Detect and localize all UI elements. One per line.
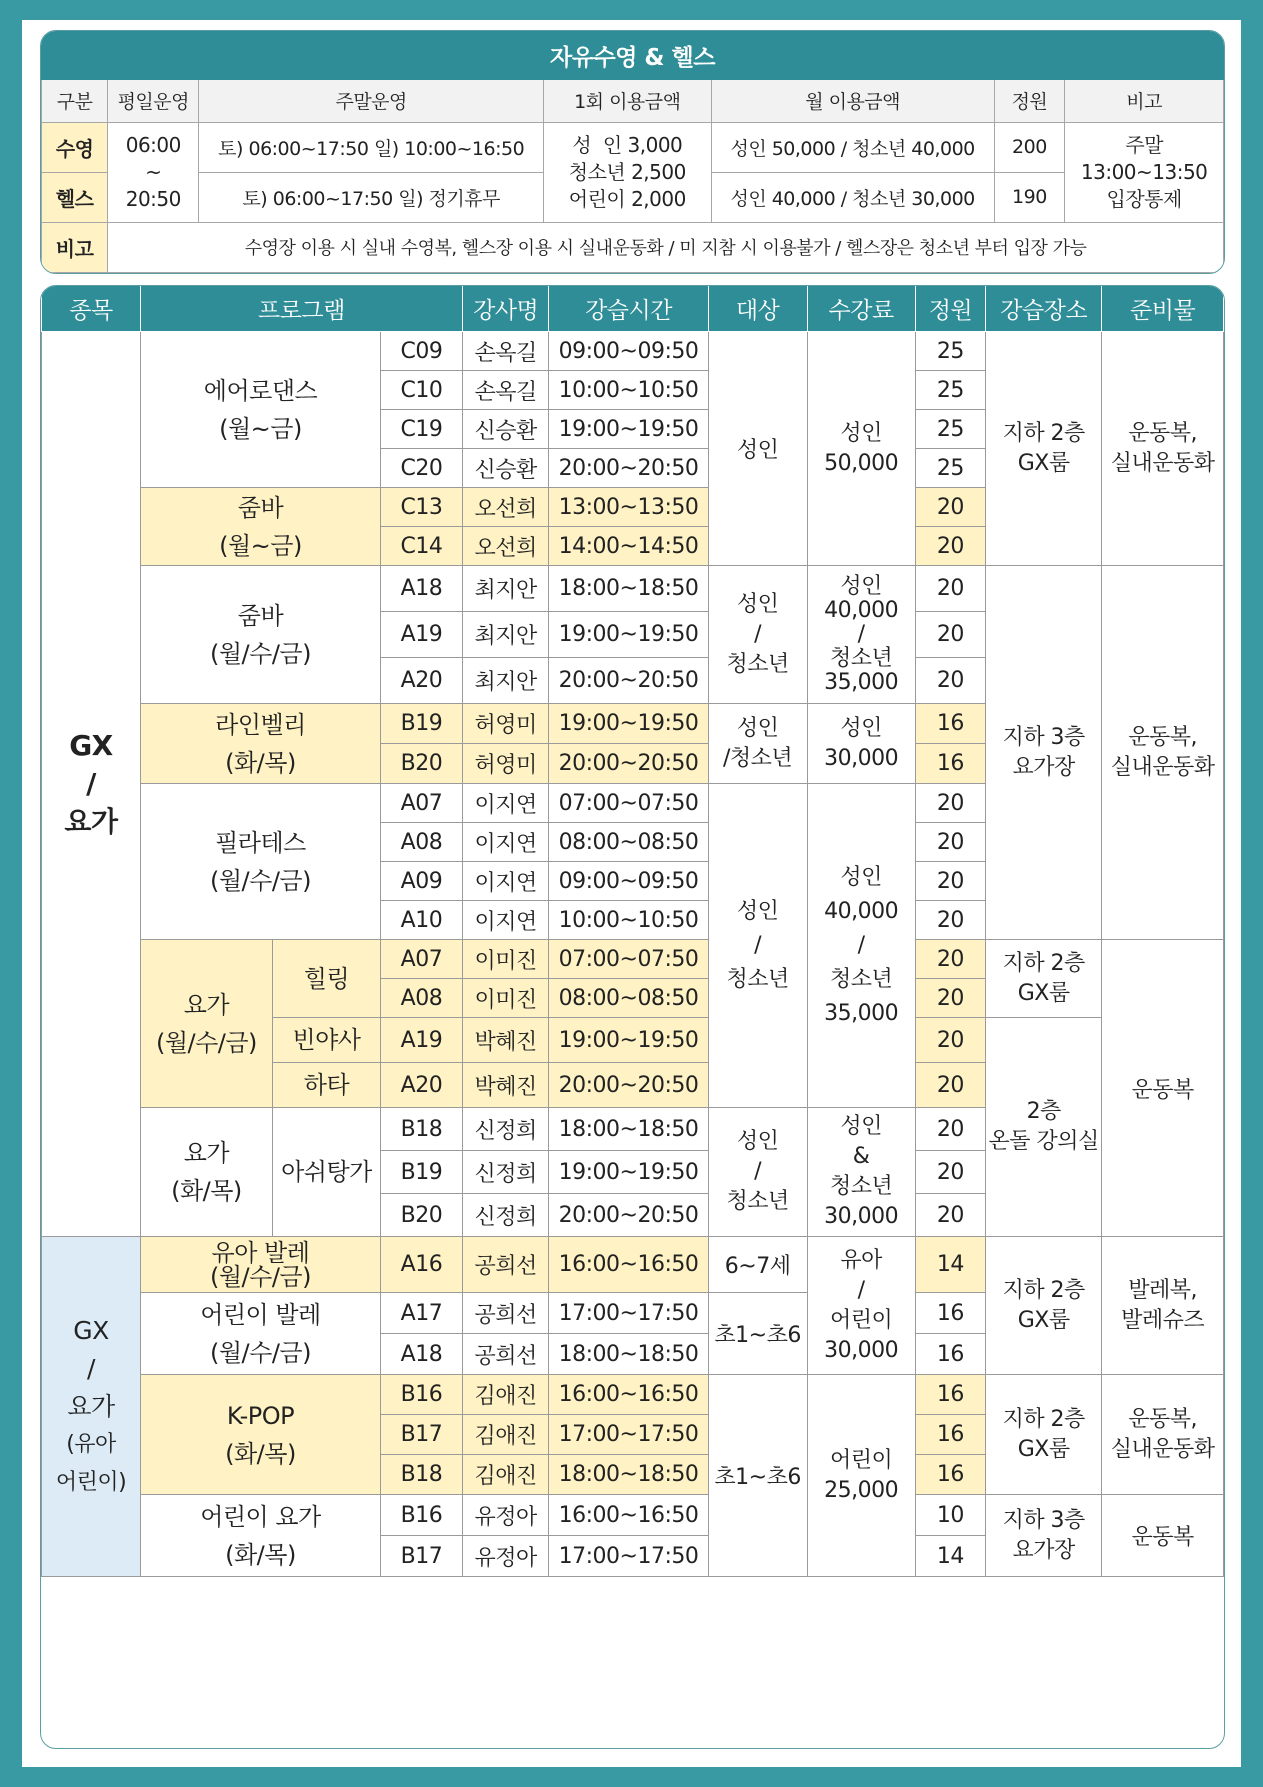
class-code: C13 (380, 488, 462, 527)
capacity: 16 (915, 1415, 986, 1455)
instructor: 공희선 (462, 1237, 548, 1293)
class-time: 16:00~16:50 (549, 1237, 708, 1293)
class-code: C14 (380, 527, 462, 566)
supplies-sports-shoes: 운동복, 실내운동화 (1102, 566, 1224, 940)
target-adult: 성인 (708, 332, 807, 566)
class-code: B20 (380, 1194, 462, 1237)
header-single-fee: 1회 이용금액 (543, 79, 711, 122)
instructor: 신정희 (462, 1108, 548, 1151)
fee-adult-youth-40000: 성인 40,000 / 청소년 35,000 (807, 784, 915, 1108)
header-weekend: 주말운영 (199, 79, 544, 122)
header-capacity: 정원 (994, 79, 1065, 122)
class-time: 07:00~07:50 (549, 784, 708, 823)
header-capacity: 정원 (915, 286, 986, 332)
capacity: 20 (915, 862, 986, 901)
target-adult-youth: 성인 / 청소년 (708, 566, 807, 704)
instructor: 유정아 (462, 1495, 548, 1536)
class-code: B16 (380, 1375, 462, 1415)
instructor: 신승환 (462, 410, 548, 449)
class-time: 18:00~18:50 (549, 1334, 708, 1375)
capacity: 16 (915, 1375, 986, 1415)
class-code: B18 (380, 1455, 462, 1495)
header-category: 구분 (42, 79, 108, 122)
weekday-hours: 06:00 ~ 20:50 (108, 122, 199, 222)
class-code: A19 (380, 612, 462, 658)
health-monthly-fee: 성인 40,000 / 청소년 30,000 (711, 172, 994, 222)
instructor: 최지안 (462, 612, 548, 658)
fee-adult-youth-40000: 성인 40,000 / 청소년 35,000 (807, 566, 915, 704)
program-pilates: 필라테스 (월/수/금) (140, 784, 380, 940)
capacity: 25 (915, 410, 986, 449)
program-aerodance: 에어로댄스 (월~금) (140, 332, 380, 488)
class-code: B18 (380, 1108, 462, 1151)
class-code: A08 (380, 979, 462, 1018)
header-instructor: 강사명 (462, 286, 548, 332)
supplies-sportswear: 운동복 (1102, 940, 1224, 1237)
health-capacity: 190 (994, 172, 1065, 222)
header-fee: 수강료 (807, 286, 915, 332)
place-b3-yoga: 지하 3층 요가장 (986, 1495, 1102, 1577)
class-code: A18 (380, 566, 462, 612)
subprogram-vinyasa: 빈야사 (272, 1018, 380, 1063)
class-code: C10 (380, 371, 462, 410)
row-label-health: 헬스 (42, 172, 108, 222)
program-child-ballet: 어린이 발레 (월/수/금) (140, 1293, 380, 1375)
target-adult-youth-inline: 성인 /청소년 (708, 704, 807, 784)
class-time: 20:00~20:50 (549, 744, 708, 784)
swim-health-title: 자유수영 & 헬스 (42, 32, 1224, 80)
target-elem: 초1~초6 (708, 1375, 807, 1577)
class-code: A07 (380, 784, 462, 823)
class-time: 07:00~07:50 (549, 940, 708, 979)
instructor: 이미진 (462, 979, 548, 1018)
target-adult-youth: 성인 / 청소년 (708, 784, 807, 1108)
place-b3-yoga: 지하 3층 요가장 (986, 566, 1102, 940)
program-zumba-mwf: 줌바 (월/수/금) (140, 566, 380, 704)
instructor: 김애진 (462, 1455, 548, 1495)
instructor: 김애진 (462, 1375, 548, 1415)
class-time: 17:00~17:50 (549, 1293, 708, 1334)
capacity: 14 (915, 1237, 986, 1293)
entry-restriction-remark: 주말 13:00~13:50 입장통제 (1065, 122, 1224, 222)
capacity: 16 (915, 704, 986, 744)
capacity: 20 (915, 488, 986, 527)
instructor: 허영미 (462, 704, 548, 744)
class-time: 10:00~10:50 (549, 901, 708, 940)
capacity: 20 (915, 1151, 986, 1194)
class-code: B17 (380, 1415, 462, 1455)
class-code: A16 (380, 1237, 462, 1293)
class-time: 17:00~17:50 (549, 1536, 708, 1577)
instructor: 공희선 (462, 1293, 548, 1334)
program-yoga-mwf: 요가 (월/수/금) (140, 940, 272, 1108)
capacity: 20 (915, 784, 986, 823)
class-time: 17:00~17:50 (549, 1415, 708, 1455)
class-code: B17 (380, 1536, 462, 1577)
capacity: 20 (915, 1194, 986, 1237)
header-program: 프로그램 (140, 286, 462, 332)
instructor: 오선희 (462, 527, 548, 566)
row-label-swim: 수영 (42, 122, 108, 172)
class-time: 08:00~08:50 (549, 979, 708, 1018)
swim-capacity: 200 (994, 122, 1065, 172)
fee-adult-50000: 성인 50,000 (807, 332, 915, 566)
place-b2-gx: 지하 2층 GX룸 (986, 940, 1102, 1018)
capacity: 10 (915, 1495, 986, 1536)
health-weekend-hours: 토) 06:00~17:50 일) 정기휴무 (199, 172, 544, 222)
class-code: A20 (380, 658, 462, 704)
place-b2-gx: 지하 2층 GX룸 (986, 332, 1102, 566)
class-code: B19 (380, 1151, 462, 1194)
header-type: 종목 (42, 286, 141, 332)
instructor: 신정희 (462, 1194, 548, 1237)
subprogram-ashtanga: 아쉬탕가 (272, 1108, 380, 1237)
header-monthly-fee: 월 이용금액 (711, 79, 994, 122)
class-time: 20:00~20:50 (549, 1194, 708, 1237)
instructor: 허영미 (462, 744, 548, 784)
capacity: 16 (915, 744, 986, 784)
class-code: A17 (380, 1293, 462, 1334)
instructor: 오선희 (462, 488, 548, 527)
capacity: 16 (915, 1455, 986, 1495)
instructor: 손옥길 (462, 332, 548, 371)
header-target: 대상 (708, 286, 807, 332)
swim-monthly-fee: 성인 50,000 / 청소년 40,000 (711, 122, 994, 172)
instructor: 이지연 (462, 823, 548, 862)
instructor: 박혜진 (462, 1063, 548, 1108)
class-code: B19 (380, 704, 462, 744)
capacity: 20 (915, 940, 986, 979)
instructor: 신승환 (462, 449, 548, 488)
instructor: 최지안 (462, 566, 548, 612)
capacity: 20 (915, 1063, 986, 1108)
capacity: 20 (915, 1108, 986, 1151)
note-text: 수영장 이용 시 실내 수영복, 헬스장 이용 시 실내운동화 / 미 지참 시 이용불가 / 헬스장은 청소년 부터 입장 가능 (108, 222, 1224, 272)
class-time: 10:00~10:50 (549, 371, 708, 410)
single-fee: 성 인 3,000 청소년 2,500 어린이 2,000 (543, 122, 711, 222)
capacity: 20 (915, 823, 986, 862)
header-weekday: 평일운영 (108, 79, 199, 122)
supplies-ballet: 발레복, 발레슈즈 (1102, 1237, 1224, 1375)
supplies-sports-shoes: 운동복, 실내운동화 (1102, 332, 1224, 566)
class-code: C19 (380, 410, 462, 449)
class-code: A18 (380, 1334, 462, 1375)
header-time: 강습시간 (549, 286, 708, 332)
instructor: 이지연 (462, 862, 548, 901)
class-code: A09 (380, 862, 462, 901)
instructor: 최지안 (462, 658, 548, 704)
program-table (40, 285, 1225, 1749)
instructor: 박혜진 (462, 1018, 548, 1063)
capacity: 20 (915, 979, 986, 1018)
fee-child-25000: 어린이 25,000 (807, 1375, 915, 1577)
class-code: A10 (380, 901, 462, 940)
capacity: 20 (915, 901, 986, 940)
class-code: B16 (380, 1495, 462, 1536)
instructor: 김애진 (462, 1415, 548, 1455)
fee-adult-youth-30000: 성인 & 청소년 30,000 (807, 1108, 915, 1237)
instructor: 이지연 (462, 901, 548, 940)
capacity: 25 (915, 332, 986, 371)
class-time: 19:00~19:50 (549, 704, 708, 744)
class-code: B20 (380, 744, 462, 784)
class-time: 20:00~20:50 (549, 449, 708, 488)
program-yoga-tt: 요가 (화/목) (140, 1108, 272, 1237)
class-code: A19 (380, 1018, 462, 1063)
instructor: 유정아 (462, 1536, 548, 1577)
class-time: 08:00~08:50 (549, 823, 708, 862)
instructor: 손옥길 (462, 371, 548, 410)
capacity: 25 (915, 371, 986, 410)
header-place: 강습장소 (986, 286, 1102, 332)
capacity: 25 (915, 449, 986, 488)
fee-kids-30000: 유아 / 어린이 30,000 (807, 1237, 915, 1375)
program-kpop: K-POP (화/목) (140, 1375, 380, 1495)
fee-adult-30000: 성인 30,000 (807, 704, 915, 784)
schedule-page (22, 20, 1241, 1767)
target-elem: 초1~초6 (708, 1293, 807, 1375)
class-time: 18:00~18:50 (549, 1108, 708, 1151)
program-child-yoga: 어린이 요가 (화/목) (140, 1495, 380, 1577)
class-time: 13:00~13:50 (549, 488, 708, 527)
header-remark: 비고 (1065, 79, 1224, 122)
program-kid-ballet: 유아 발레 (월/수/금) (140, 1237, 380, 1293)
instructor: 신정희 (462, 1151, 548, 1194)
capacity: 20 (915, 1018, 986, 1063)
class-time: 16:00~16:50 (549, 1495, 708, 1536)
note-label: 비고 (42, 222, 108, 272)
class-time: 14:00~14:50 (549, 527, 708, 566)
class-code: A07 (380, 940, 462, 979)
swim-weekend-hours: 토) 06:00~17:50 일) 10:00~16:50 (199, 122, 544, 172)
supplies-sports-shoes: 운동복, 실내운동화 (1102, 1375, 1224, 1495)
place-f2-ondol: 2층 온돌 강의실 (986, 1018, 1102, 1237)
class-time: 09:00~09:50 (549, 862, 708, 901)
class-time: 20:00~20:50 (549, 658, 708, 704)
swim-health-table (40, 30, 1225, 274)
class-code: A08 (380, 823, 462, 862)
category-gx-yoga: GX / 요가 (42, 332, 141, 1237)
supplies-sportswear: 운동복 (1102, 1495, 1224, 1577)
capacity: 20 (915, 658, 986, 704)
subprogram-hatha: 하타 (272, 1063, 380, 1108)
instructor: 공희선 (462, 1334, 548, 1375)
class-time: 19:00~19:50 (549, 612, 708, 658)
target-age-6-7: 6~7세 (708, 1237, 807, 1293)
target-adult-youth: 성인 / 청소년 (708, 1108, 807, 1237)
capacity: 20 (915, 612, 986, 658)
class-code: A20 (380, 1063, 462, 1108)
capacity: 20 (915, 566, 986, 612)
class-time: 19:00~19:50 (549, 410, 708, 449)
program-linebelly: 라인벨리 (화/목) (140, 704, 380, 784)
class-time: 19:00~19:50 (549, 1151, 708, 1194)
capacity: 16 (915, 1293, 986, 1334)
instructor: 이미진 (462, 940, 548, 979)
class-time: 20:00~20:50 (549, 1063, 708, 1108)
category-gx-yoga-kids: GX / 요가 (유아 어린이) (42, 1237, 141, 1577)
subprogram-healing: 힐링 (272, 940, 380, 1018)
class-time: 09:00~09:50 (549, 332, 708, 371)
place-b2-gx: 지하 2층 GX룸 (986, 1375, 1102, 1495)
capacity: 14 (915, 1536, 986, 1577)
instructor: 이지연 (462, 784, 548, 823)
program-zumba-weekday: 줌바 (월~금) (140, 488, 380, 566)
place-b2-gx: 지하 2층 GX룸 (986, 1237, 1102, 1375)
capacity: 16 (915, 1334, 986, 1375)
class-code: C09 (380, 332, 462, 371)
capacity: 20 (915, 527, 986, 566)
class-time: 18:00~18:50 (549, 1455, 708, 1495)
class-time: 16:00~16:50 (549, 1375, 708, 1415)
class-time: 18:00~18:50 (549, 566, 708, 612)
header-supplies: 준비물 (1102, 286, 1224, 332)
class-time: 19:00~19:50 (549, 1018, 708, 1063)
class-code: C20 (380, 449, 462, 488)
